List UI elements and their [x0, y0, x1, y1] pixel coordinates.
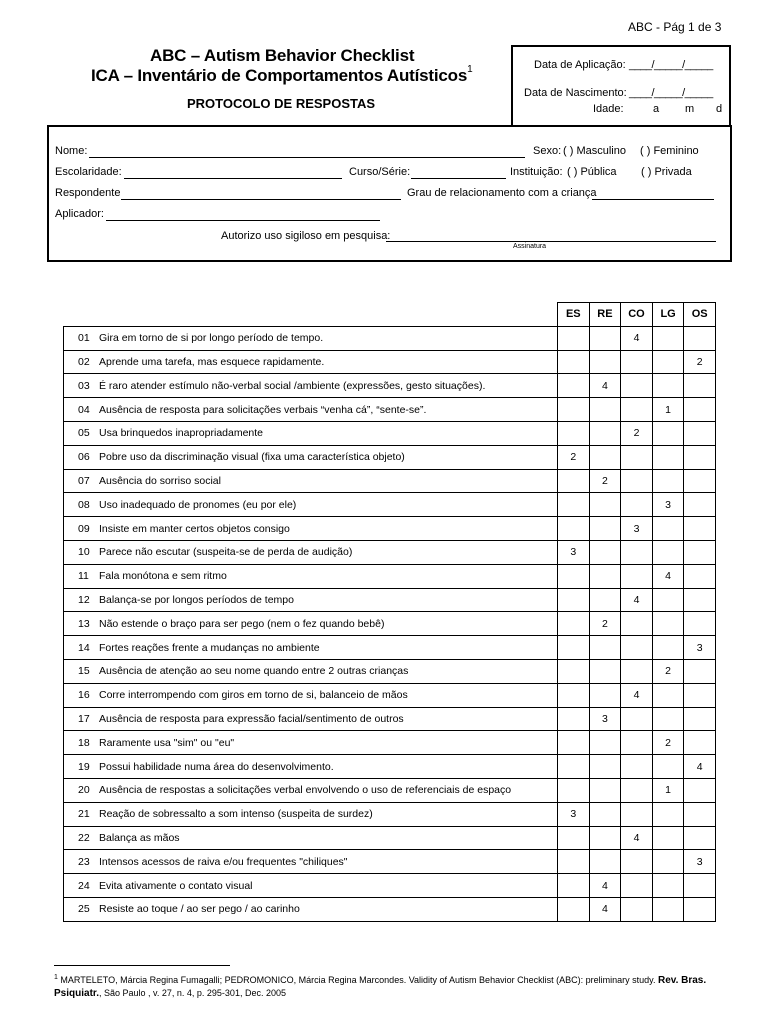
- column-header-os: OS: [684, 303, 716, 327]
- age-label: Idade:: [593, 103, 624, 115]
- item-text: Não estende o braço para ser pego (nem o fez quando bebê): [99, 617, 385, 630]
- table-row: [64, 445, 716, 469]
- sex-male-option[interactable]: ( ) Masculino: [563, 145, 626, 157]
- score-cell-lg[interactable]: [652, 636, 684, 660]
- table-row: [64, 850, 716, 874]
- score-cell-re[interactable]: [589, 731, 621, 755]
- institution-public-option[interactable]: ( ) Pública: [567, 166, 617, 178]
- score-cell-es[interactable]: [558, 374, 590, 398]
- item-number: 14: [78, 641, 90, 654]
- institution-private-option[interactable]: ( ) Privada: [641, 166, 692, 178]
- item-text: Gira em torno de si por longo período de tempo.: [99, 332, 324, 345]
- score-cell-es[interactable]: 2: [558, 445, 590, 469]
- score-cell-lg[interactable]: 1: [652, 778, 684, 802]
- score-cell-co[interactable]: [621, 540, 653, 564]
- item-text: Ausência de atenção ao seu nome quando entre 2 outras crianças: [99, 665, 409, 678]
- item-number: 17: [78, 712, 90, 725]
- item-text: Reação de sobressalto a som intenso (suspeita de surdez): [99, 808, 373, 821]
- table-row: [64, 421, 716, 445]
- item-number: 04: [78, 403, 90, 416]
- score-cell-re[interactable]: 4: [589, 374, 621, 398]
- table-row: [64, 755, 716, 779]
- score-cell-es[interactable]: [558, 469, 590, 493]
- score-cell-lg[interactable]: 1: [652, 398, 684, 422]
- score-cell-co[interactable]: [621, 612, 653, 636]
- score-cell-lg[interactable]: [652, 897, 684, 921]
- birth-date-label: Data de Nascimento:: [524, 87, 627, 99]
- score-cell-co[interactable]: [621, 445, 653, 469]
- score-cell-co[interactable]: [621, 493, 653, 517]
- footnote-number: 1: [54, 974, 58, 981]
- score-cell-lg[interactable]: 3: [652, 493, 684, 517]
- header-spacer: [64, 303, 558, 327]
- score-cell-es[interactable]: [558, 850, 590, 874]
- score-cell-lg[interactable]: 2: [652, 659, 684, 683]
- score-cell-es[interactable]: [558, 493, 590, 517]
- score-cell-lg[interactable]: [652, 421, 684, 445]
- item-description: [64, 350, 558, 374]
- score-cell-co[interactable]: [621, 755, 653, 779]
- table-row: [64, 731, 716, 755]
- score-cell-lg[interactable]: [652, 374, 684, 398]
- score-cell-os[interactable]: [684, 564, 716, 588]
- score-cell-re[interactable]: [589, 398, 621, 422]
- sex-label: Sexo:: [533, 145, 562, 157]
- item-number: 16: [78, 689, 90, 702]
- relationship-label: Grau de relacionamento com a criança: [407, 187, 597, 199]
- item-number: 23: [78, 855, 90, 868]
- score-cell-lg[interactable]: [652, 326, 684, 350]
- item-number: 22: [78, 831, 90, 844]
- institution-label: Instituição:: [510, 166, 563, 178]
- consent-label: Autorizo uso sigiloso em pesquisa:: [221, 230, 391, 242]
- name-label: Nome:: [55, 145, 88, 157]
- item-text: Intensos acessos de raiva e/ou frequentes "chiliques": [99, 855, 348, 868]
- score-cell-re[interactable]: [589, 350, 621, 374]
- relationship-field[interactable]: [592, 199, 714, 200]
- score-cell-co[interactable]: [621, 731, 653, 755]
- footnote-details: , São Paulo , v. 27, n. 4, p. 295-301, Dec. 2005: [99, 988, 286, 998]
- item-text: É raro atender estímulo não-verbal social /ambiente (expressões, gesto situações).: [99, 379, 486, 392]
- item-number: 01: [78, 332, 90, 345]
- item-description: [64, 755, 558, 779]
- item-description: [64, 612, 558, 636]
- score-cell-lg[interactable]: [652, 612, 684, 636]
- sex-female-option[interactable]: ( ) Feminino: [640, 145, 699, 157]
- item-description: [64, 707, 558, 731]
- item-description: [64, 874, 558, 898]
- item-number: 12: [78, 593, 90, 606]
- item-number: 06: [78, 451, 90, 464]
- score-cell-re[interactable]: [589, 659, 621, 683]
- school-label: Escolaridade:: [55, 166, 122, 178]
- score-cell-re[interactable]: 2: [589, 469, 621, 493]
- item-description: [64, 802, 558, 826]
- score-cell-lg[interactable]: [652, 826, 684, 850]
- item-text: Uso inadequado de pronomes (eu por ele): [99, 498, 297, 511]
- item-text: Ausência do sorriso social: [99, 474, 221, 487]
- score-cell-os[interactable]: [684, 897, 716, 921]
- item-text: Balança as mãos: [99, 831, 180, 844]
- birth-date-field[interactable]: ____/_____/_____: [629, 87, 713, 99]
- age-years-unit: a: [653, 103, 660, 115]
- respondent-field[interactable]: [121, 199, 401, 200]
- score-cell-os[interactable]: [684, 374, 716, 398]
- score-cell-co[interactable]: [621, 398, 653, 422]
- score-cell-os[interactable]: [684, 445, 716, 469]
- item-description: [64, 778, 558, 802]
- item-number: 07: [78, 474, 90, 487]
- score-cell-es[interactable]: [558, 755, 590, 779]
- item-text: Fortes reações frente a mudanças no ambiente: [99, 641, 320, 654]
- table-row: [64, 374, 716, 398]
- score-cell-lg[interactable]: 2: [652, 731, 684, 755]
- respondent-label: Respondente: [55, 187, 121, 199]
- table-row: [64, 636, 716, 660]
- item-description: [64, 517, 558, 541]
- score-cell-lg[interactable]: [652, 802, 684, 826]
- footnote-journal: Rev. Bras. Psiquiatr.: [54, 975, 707, 999]
- score-cell-os[interactable]: [684, 874, 716, 898]
- score-cell-os[interactable]: [684, 802, 716, 826]
- table-row: [64, 588, 716, 612]
- score-cell-os[interactable]: 2: [684, 350, 716, 374]
- score-cell-lg[interactable]: 4: [652, 564, 684, 588]
- item-number: 08: [78, 498, 90, 511]
- item-description: [64, 659, 558, 683]
- age-days-unit: d: [716, 103, 723, 115]
- item-description: [64, 826, 558, 850]
- score-cell-re[interactable]: [589, 564, 621, 588]
- item-description: [64, 374, 558, 398]
- score-cell-re[interactable]: 4: [589, 874, 621, 898]
- footnote: [54, 972, 734, 1000]
- table-row: [64, 874, 716, 898]
- item-text: Fala monótona e sem ritmo: [99, 570, 227, 583]
- score-cell-es[interactable]: [558, 707, 590, 731]
- item-text: Balança-se por longos períodos de tempo: [99, 593, 294, 606]
- score-cell-re[interactable]: [589, 517, 621, 541]
- item-text: Corre interrompendo com giros em torno de si, balanceio de mãos: [99, 689, 408, 702]
- course-field[interactable]: [411, 178, 506, 179]
- score-cell-os[interactable]: [684, 778, 716, 802]
- item-description: [64, 421, 558, 445]
- score-cell-re[interactable]: [589, 755, 621, 779]
- item-description: [64, 469, 558, 493]
- score-cell-os[interactable]: 3: [684, 636, 716, 660]
- score-cell-re[interactable]: [589, 421, 621, 445]
- score-cell-re[interactable]: [589, 802, 621, 826]
- item-text: Resiste ao toque / ao ser pego / ao carinho: [99, 903, 300, 916]
- score-cell-es[interactable]: [558, 564, 590, 588]
- score-cell-re[interactable]: [589, 850, 621, 874]
- score-cell-es[interactable]: [558, 517, 590, 541]
- table-row: [64, 326, 716, 350]
- item-number: 15: [78, 665, 90, 678]
- score-cell-co[interactable]: [621, 636, 653, 660]
- score-cell-os[interactable]: [684, 469, 716, 493]
- item-number: 03: [78, 379, 90, 392]
- score-cell-lg[interactable]: [652, 588, 684, 612]
- item-text: Pobre uso da discriminação visual (fixa uma característica objeto): [99, 451, 405, 464]
- item-text: Aprende uma tarefa, mas esquece rapidamente.: [99, 355, 325, 368]
- score-cell-re[interactable]: [589, 493, 621, 517]
- score-cell-lg[interactable]: [652, 850, 684, 874]
- item-text: Insiste em manter certos objetos consigo: [99, 522, 290, 535]
- table-row: [64, 659, 716, 683]
- score-cell-es[interactable]: [558, 636, 590, 660]
- item-description: [64, 445, 558, 469]
- protocol-subtitle: PROTOCOLO DE RESPOSTAS: [187, 96, 376, 111]
- score-cell-es[interactable]: 3: [558, 802, 590, 826]
- score-cell-re[interactable]: 3: [589, 707, 621, 731]
- score-cell-os[interactable]: 4: [684, 755, 716, 779]
- score-cell-lg[interactable]: [652, 874, 684, 898]
- column-header-es: ES: [558, 303, 590, 327]
- table-header-row: [64, 303, 716, 327]
- name-field[interactable]: [89, 157, 525, 158]
- score-cell-os[interactable]: 3: [684, 850, 716, 874]
- table-row: [64, 897, 716, 921]
- score-cell-es[interactable]: [558, 326, 590, 350]
- table-row: [64, 517, 716, 541]
- score-cell-co[interactable]: 3: [621, 517, 653, 541]
- item-number: 19: [78, 760, 90, 773]
- applicator-field[interactable]: [106, 220, 380, 221]
- score-cell-re[interactable]: [589, 445, 621, 469]
- score-cell-re[interactable]: [589, 683, 621, 707]
- footnote-marker: 1: [467, 64, 473, 76]
- score-cell-os[interactable]: [684, 493, 716, 517]
- item-number: 18: [78, 736, 90, 749]
- item-description: [64, 588, 558, 612]
- score-cell-es[interactable]: [558, 421, 590, 445]
- item-description: [64, 897, 558, 921]
- score-cell-co[interactable]: 4: [621, 588, 653, 612]
- score-cell-os[interactable]: [684, 540, 716, 564]
- title-ica-text: ICA – Inventário de Comportamentos Autísticos: [91, 66, 468, 85]
- score-cell-co[interactable]: [621, 374, 653, 398]
- item-text: Ausência de resposta para expressão facial/sentimento de outros: [99, 712, 404, 725]
- score-cell-co[interactable]: [621, 564, 653, 588]
- score-cell-os[interactable]: [684, 612, 716, 636]
- score-cell-lg[interactable]: [652, 755, 684, 779]
- score-cell-co[interactable]: [621, 874, 653, 898]
- item-text: Raramente usa "sim" ou "eu": [99, 736, 235, 749]
- item-description: [64, 636, 558, 660]
- score-cell-re[interactable]: [589, 588, 621, 612]
- score-cell-os[interactable]: [684, 421, 716, 445]
- score-cell-os[interactable]: [684, 326, 716, 350]
- item-number: 20: [78, 784, 90, 797]
- table-row: [64, 707, 716, 731]
- item-number: 21: [78, 808, 90, 821]
- score-cell-es[interactable]: [558, 874, 590, 898]
- score-cell-co[interactable]: [621, 469, 653, 493]
- item-description: [64, 731, 558, 755]
- score-cell-es[interactable]: [558, 683, 590, 707]
- item-description: [64, 540, 558, 564]
- score-cell-lg[interactable]: [652, 683, 684, 707]
- score-cell-os[interactable]: [684, 588, 716, 612]
- item-description: [64, 326, 558, 350]
- score-cell-co[interactable]: [621, 850, 653, 874]
- item-number: 02: [78, 355, 90, 368]
- column-header-re: RE: [589, 303, 621, 327]
- item-text: Parece não escutar (suspeita-se de perda de audição): [99, 546, 353, 559]
- signature-caption: Assinatura: [513, 243, 547, 250]
- item-number: 13: [78, 617, 90, 630]
- score-cell-es[interactable]: [558, 778, 590, 802]
- score-cell-es[interactable]: [558, 826, 590, 850]
- score-cell-re[interactable]: 4: [589, 897, 621, 921]
- score-cell-os[interactable]: [684, 826, 716, 850]
- table-row: [64, 826, 716, 850]
- score-cell-es[interactable]: [558, 659, 590, 683]
- checklist-table: [63, 302, 716, 922]
- patient-info-box: [47, 125, 732, 262]
- signature-field[interactable]: [386, 241, 716, 242]
- table-row: [64, 564, 716, 588]
- score-cell-es[interactable]: [558, 612, 590, 636]
- score-cell-co[interactable]: [621, 659, 653, 683]
- score-cell-re[interactable]: 2: [589, 612, 621, 636]
- item-description: [64, 564, 558, 588]
- title-ica: [91, 66, 472, 86]
- item-text: Evita ativamente o contato visual: [99, 879, 253, 892]
- score-cell-os[interactable]: [684, 683, 716, 707]
- score-cell-lg[interactable]: [652, 350, 684, 374]
- score-cell-co[interactable]: 4: [621, 826, 653, 850]
- item-description: [64, 398, 558, 422]
- score-cell-os[interactable]: [684, 707, 716, 731]
- column-header-co: CO: [621, 303, 653, 327]
- page-number: ABC - Pág 1 de 3: [628, 20, 722, 34]
- dates-box: [511, 45, 731, 125]
- table-row: [64, 398, 716, 422]
- item-description: [64, 683, 558, 707]
- school-field[interactable]: [124, 178, 342, 179]
- item-number: 05: [78, 427, 90, 440]
- score-cell-co[interactable]: [621, 707, 653, 731]
- application-date-label: Data de Aplicação:: [534, 59, 626, 71]
- item-text: Ausência de respostas a solicitações verbal envolvendo o uso de referenciais de espaço: [99, 784, 512, 797]
- score-cell-es[interactable]: [558, 350, 590, 374]
- score-cell-co[interactable]: 4: [621, 326, 653, 350]
- table-row: [64, 683, 716, 707]
- score-cell-re[interactable]: [589, 636, 621, 660]
- item-number: 09: [78, 522, 90, 535]
- item-number: 25: [78, 903, 90, 916]
- item-text: Possui habilidade numa área do desenvolvimento.: [99, 760, 334, 773]
- score-cell-co[interactable]: 4: [621, 683, 653, 707]
- score-cell-os[interactable]: [684, 731, 716, 755]
- score-cell-re[interactable]: [589, 326, 621, 350]
- footnote-citation: MARTELETO, Márcia Regina Fumagalli; PEDROMONICO, Márcia Regina Marcondes. Validity of Autism Behavior Checklist (ABC): preliminary study.: [60, 975, 656, 985]
- score-cell-co[interactable]: [621, 350, 653, 374]
- score-cell-es[interactable]: [558, 897, 590, 921]
- footnote-divider: [54, 965, 230, 966]
- item-description: [64, 850, 558, 874]
- title-abc: ABC – Autism Behavior Checklist: [150, 46, 415, 65]
- table-row: [64, 612, 716, 636]
- column-header-lg: LG: [652, 303, 684, 327]
- item-number: 10: [78, 546, 90, 559]
- score-cell-lg[interactable]: [652, 469, 684, 493]
- score-cell-lg[interactable]: [652, 445, 684, 469]
- score-cell-co[interactable]: 2: [621, 421, 653, 445]
- application-date-field[interactable]: ____/_____/_____: [629, 59, 713, 71]
- table-row: [64, 802, 716, 826]
- score-cell-os[interactable]: [684, 659, 716, 683]
- table-row: [64, 778, 716, 802]
- score-cell-lg[interactable]: [652, 707, 684, 731]
- table-row: [64, 540, 716, 564]
- score-cell-re[interactable]: [589, 540, 621, 564]
- score-cell-re[interactable]: [589, 778, 621, 802]
- course-label: Curso/Série:: [349, 166, 411, 178]
- score-cell-co[interactable]: [621, 897, 653, 921]
- table-row: [64, 469, 716, 493]
- item-text: Usa brinquedos inapropriadamente: [99, 427, 264, 440]
- score-cell-os[interactable]: [684, 398, 716, 422]
- score-cell-es[interactable]: [558, 588, 590, 612]
- score-cell-re[interactable]: [589, 826, 621, 850]
- score-cell-os[interactable]: [684, 517, 716, 541]
- table-row: [64, 493, 716, 517]
- item-number: 11: [78, 570, 89, 583]
- age-months-unit: m: [685, 103, 695, 115]
- score-cell-es[interactable]: [558, 731, 590, 755]
- score-cell-lg[interactable]: [652, 540, 684, 564]
- score-cell-co[interactable]: [621, 802, 653, 826]
- score-cell-co[interactable]: [621, 778, 653, 802]
- table-row: [64, 350, 716, 374]
- score-cell-es[interactable]: [558, 398, 590, 422]
- item-description: [64, 493, 558, 517]
- score-cell-es[interactable]: 3: [558, 540, 590, 564]
- applicator-label: Aplicador:: [55, 208, 104, 220]
- item-text: Ausência de resposta para solicitações verbais “venha cá”, “sente-se”.: [99, 403, 427, 416]
- score-cell-lg[interactable]: [652, 517, 684, 541]
- item-number: 24: [78, 879, 90, 892]
